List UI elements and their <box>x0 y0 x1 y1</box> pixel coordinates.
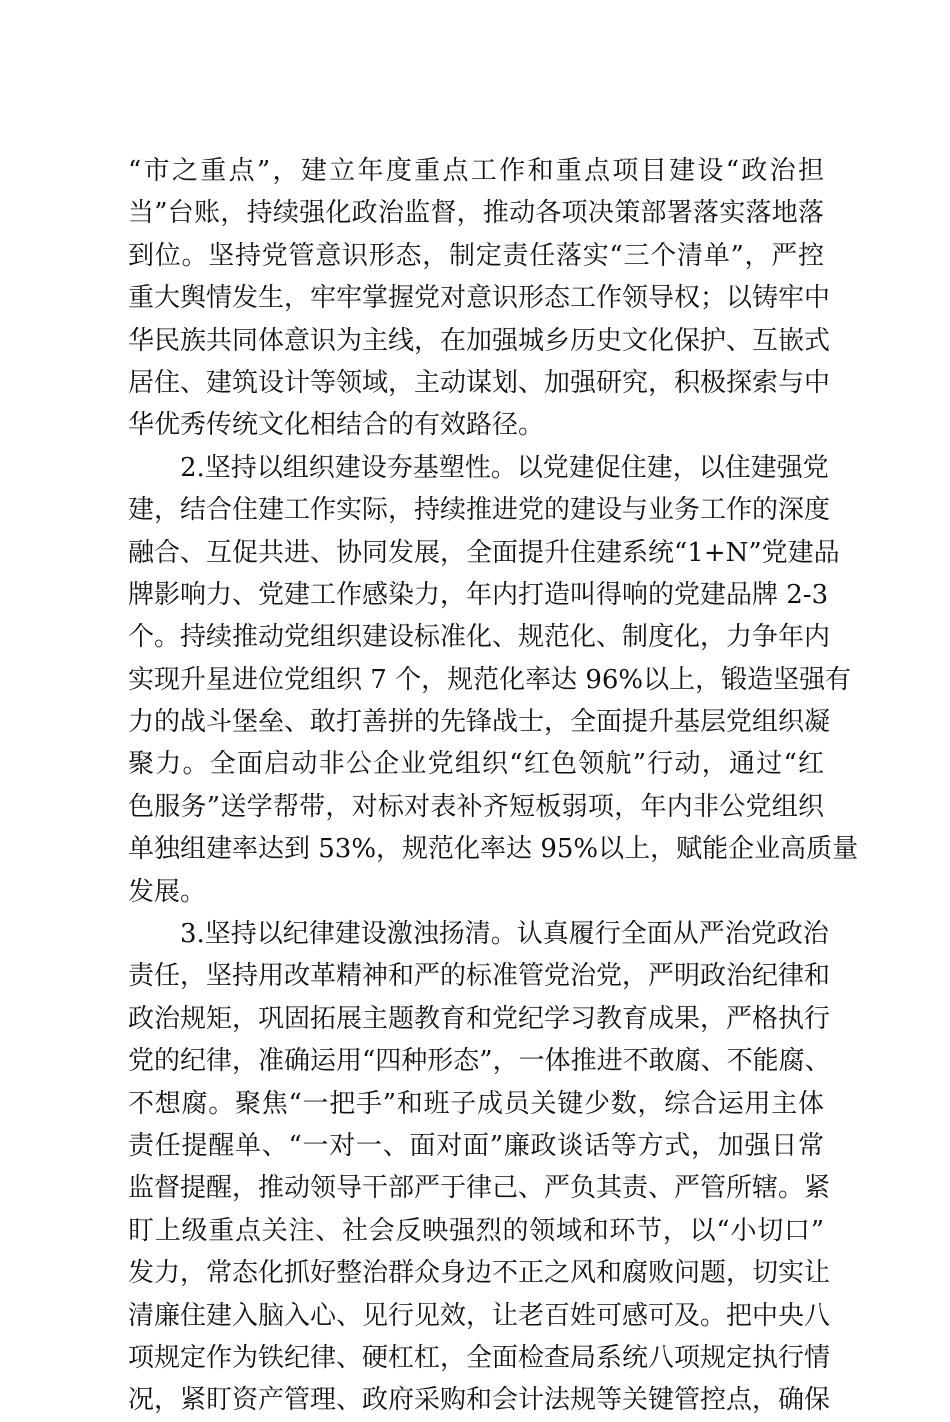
text-line: 个。持续推动党组织建设标准化、规范化、制度化，力争年内 <box>128 622 831 653</box>
text-line: 监督提醒，推动领导干部严于律己、严负其责、严管所辖。紧 <box>128 1173 831 1204</box>
text-line: 重大舆情发生，牢牢掌握党对意识形态工作领导权；以铸牢中 <box>128 283 831 314</box>
text-line: 聚力。全面启动非公企业党组织“红色领航”行动，通过“红 <box>128 749 824 780</box>
text-line: 建，结合住建工作实际，持续推进党的建设与业务工作的深度 <box>128 495 831 526</box>
text-line: 政治规矩，巩固拓展主题教育和党纪学习教育成果，严格执行 <box>128 1003 831 1034</box>
text-line: 实现升星进位党组织 7 个，规范化率达 96%以上，锻造坚强有 <box>128 664 852 695</box>
text-line: 责任，坚持用改革精神和严的标准管党治党，严明政治纪律和 <box>128 961 831 992</box>
text-line: 到位。坚持党管意识形态，制定责任落实“三个清单”，严控 <box>128 240 824 271</box>
text-line: 单独组建率达到 53%，规范化率达 95%以上，赋能企业高质量 <box>128 834 859 865</box>
text-line: 3.坚持以纪律建设激浊扬清。认真履行全面从严治党政治 <box>180 919 829 950</box>
text-line: 力的战斗堡垒、敢打善拼的先锋战士，全面提升基层党组织凝 <box>128 707 831 738</box>
text-line: 华民族共同体意识为主线，在加强城乡历史文化保护、互嵌式 <box>128 325 831 356</box>
text-line: 牌影响力、党建工作感染力，年内打造叫得响的党建品牌 2-3 <box>128 579 829 610</box>
text-line: 发展。 <box>128 876 207 907</box>
text-line: 清廉住建入脑入心、见行见效，让老百姓可感可及。把中央八 <box>128 1300 831 1331</box>
text-line: 发力，常态化抓好整治群众身边不正之风和腐败问题，切实让 <box>128 1258 831 1289</box>
text-line: 党的纪律，准确运用“四种形态”，一体推进不敢腐、不能腐、 <box>128 1046 831 1077</box>
text-line: 当”台账，持续强化政治监督，推动各项决策部署落实落地落 <box>128 198 824 229</box>
text-line: 责任提醒单、“一对一、面对面”廉政谈话等方式，加强日常 <box>128 1130 824 1161</box>
text-line: 华优秀传统文化相结合的有效路径。 <box>128 410 545 441</box>
text-line: 项规定作为铁纪律、硬杠杠，全面检查局系统八项规定执行情 <box>128 1342 831 1373</box>
paragraph-2 <box>128 447 859 913</box>
paragraph-3 <box>128 913 831 1422</box>
text-line: 融合、互促共进、协同发展，全面提升住建系统“1+N”党建品 <box>128 537 840 568</box>
document-body <box>128 150 859 1422</box>
paragraph-1 <box>128 150 831 447</box>
text-line: 居住、建筑设计等领域，主动谋划、加强研究，积极探索与中 <box>128 367 831 398</box>
text-line: 盯上级重点关注、社会反映强烈的领域和环节，以“小切口” <box>128 1215 824 1246</box>
text-line: 不想腐。聚焦“一把手”和班子成员关键少数，综合运用主体 <box>128 1088 824 1119</box>
text-line: “市之重点”，建立年度重点工作和重点项目建设“政治担 <box>128 156 824 186</box>
text-line: 况，紧盯资产管理、政府采购和会计法规等关键管控点，确保 <box>128 1385 831 1416</box>
text-line: 色服务”送学帮带，对标对表补齐短板弱项，年内非公党组织 <box>128 791 824 822</box>
text-line: 2.坚持以组织建设夯基塑性。以党建促住建，以住建强党 <box>180 452 829 483</box>
